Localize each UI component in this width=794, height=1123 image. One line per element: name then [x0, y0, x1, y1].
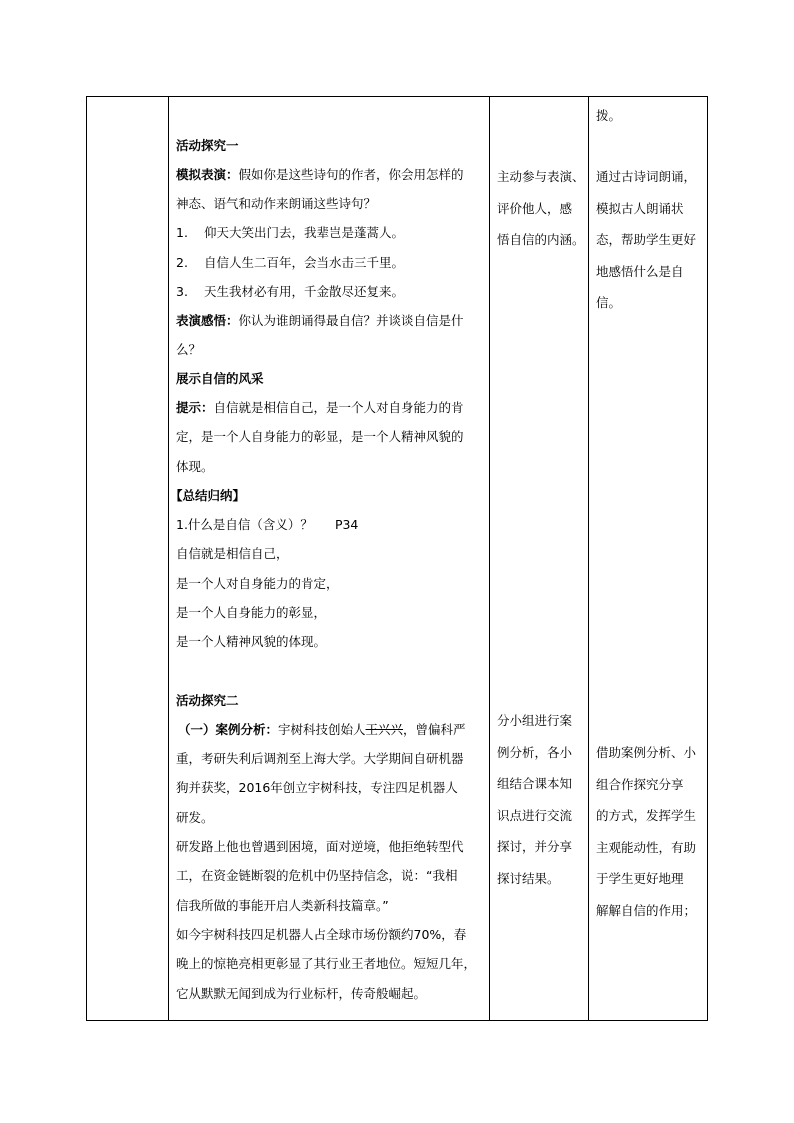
- question-1-page: P34: [334, 517, 359, 532]
- case-line-8: 晚上的惊艳亮相更彰显了其行业王者地位。短短几年，: [176, 956, 477, 971]
- case-line-6: 信我所做的事能开启人类新科技篇章。”: [176, 898, 389, 913]
- col-border-right: [707, 96, 708, 1021]
- design-intent-2: [596, 737, 702, 926]
- col3-line: 组结合课本知: [497, 776, 573, 791]
- poem-num: 1.: [176, 225, 188, 240]
- case-line-7: 如今宇树科技四足机器人占全球市场份额约70%，春: [176, 927, 467, 942]
- poem-2: [176, 254, 404, 272]
- question-1-text: 1.什么是自信（含义）？: [176, 517, 313, 532]
- poem-num: 2.: [176, 255, 188, 270]
- case-label: （一）案例分析：: [178, 722, 279, 737]
- col3-line: 探讨结果。: [497, 870, 560, 886]
- activity-two-title: 活动探究二: [176, 693, 239, 708]
- col4-line: 组合作探究分享: [596, 776, 684, 792]
- activity-one-title: 活动探究一: [176, 138, 239, 153]
- performance-reflection: [176, 312, 464, 330]
- poem-1: [176, 224, 404, 242]
- mock-text-2: 神态、语气和动作来朗诵这些诗句？: [176, 196, 377, 211]
- col4-top: 拨。: [596, 108, 622, 123]
- hint-text-2: 定，是一个人自身能力的彰显，是一个人精神风貌的: [176, 429, 464, 444]
- perf-text-2: 么？: [176, 342, 202, 357]
- case-line-9: 它从默默无闻到成为行业标杆，传奇般崛起。: [176, 986, 427, 1001]
- col4-line: 态，帮助学生更好: [596, 232, 697, 247]
- hint-label: 提示：: [176, 400, 214, 415]
- col-border-3: [588, 96, 589, 1021]
- col3-line: 探讨，并分享: [497, 839, 573, 854]
- col4-line: 借助案例分析、小: [596, 745, 697, 760]
- table-bottom-border: [86, 1020, 708, 1021]
- mock-label: 模拟表演：: [176, 167, 239, 182]
- hint: [176, 399, 464, 417]
- col4-line: 主观能动性，有助: [596, 839, 697, 855]
- case-text-b: ，曾偏科严: [403, 722, 466, 737]
- case-line-5: 工，在资金链断裂的危机中仍坚持信念，说：“我相: [176, 868, 458, 883]
- show-confidence-title: 展示自信的风采: [176, 371, 264, 386]
- col4-line: 模拟古人朗诵状: [596, 200, 684, 216]
- case-text-name: 王兴兴: [365, 722, 404, 737]
- definition-line-2: 是一个人对自身能力的肯定，: [176, 576, 339, 591]
- definition-line-1: 自信就是相信自己，: [176, 546, 289, 561]
- col3-line: 例分析，各小: [497, 744, 573, 760]
- hint-text-3: 体现。: [176, 459, 214, 474]
- question-1: [176, 516, 358, 534]
- case-line-4: 研发路上他也曾遇到困境，面对逆境，他拒绝转型代: [176, 839, 464, 854]
- definition-line-4: 是一个人精神风貌的体现。: [176, 634, 327, 649]
- col3-line: 分小组进行案: [497, 713, 573, 728]
- col-border-2: [489, 96, 490, 1021]
- definition-line-3: 是一个人自身能力的彰显，: [176, 605, 327, 620]
- student-activity-1: [497, 161, 585, 256]
- col4-line: 解解自信的作用；: [596, 902, 697, 918]
- perf-label: 表演感悟：: [176, 313, 239, 328]
- case-line-3: 研发。: [176, 810, 214, 825]
- case-analysis: [178, 721, 466, 739]
- poem-text: 自信人生二百年，会当水击三千里。: [204, 255, 405, 270]
- mock-performance: [176, 166, 464, 184]
- col4-line: 地感悟什么是自: [596, 263, 684, 279]
- col3-line: 评价他人，感: [497, 200, 573, 216]
- case-line-2: 狗并获奖，2016年创立宇树科技，专注四足机器人: [176, 780, 458, 795]
- col3-line: 识点进行交流: [497, 807, 573, 823]
- col4-line: 信。: [596, 295, 622, 310]
- col4-line: 于学生更好地理: [596, 871, 684, 886]
- perf-text-1: 你认为谁朗诵得最自信？并谈谈自信是什: [238, 313, 464, 328]
- case-line-1: 重，考研失利后调剂至上海大学。大学期间自研机器: [176, 751, 464, 766]
- col4-line: 通过古诗词朗诵，: [596, 169, 697, 184]
- design-intent-1: [596, 161, 702, 319]
- poem-text: 仰天大笑出门去，我辈岂是蓬蒿人。: [204, 225, 405, 240]
- poem-num: 3.: [176, 284, 188, 299]
- case-text-a: 宇树科技创始人: [278, 722, 366, 737]
- summary-title: 【总结归纳】: [170, 488, 246, 503]
- poem-3: [176, 283, 404, 301]
- table-top-border: [86, 96, 708, 97]
- hint-text-1: 自信就是相信自己，是一个人对自身能力的肯: [213, 400, 464, 415]
- poem-text: 天生我材必有用，千金散尽还复来。: [204, 284, 405, 299]
- mock-text-1: 假如你是这些诗句的作者，你会用怎样的: [238, 167, 464, 182]
- student-activity-2: [497, 705, 585, 894]
- col3-line: 主动参与表演、: [497, 169, 585, 184]
- col-border-left: [86, 96, 87, 1021]
- col3-line: 悟自信的内涵。: [497, 232, 585, 247]
- col4-line: 的方式，发挥学生: [596, 808, 697, 823]
- col-border-1: [168, 96, 169, 1021]
